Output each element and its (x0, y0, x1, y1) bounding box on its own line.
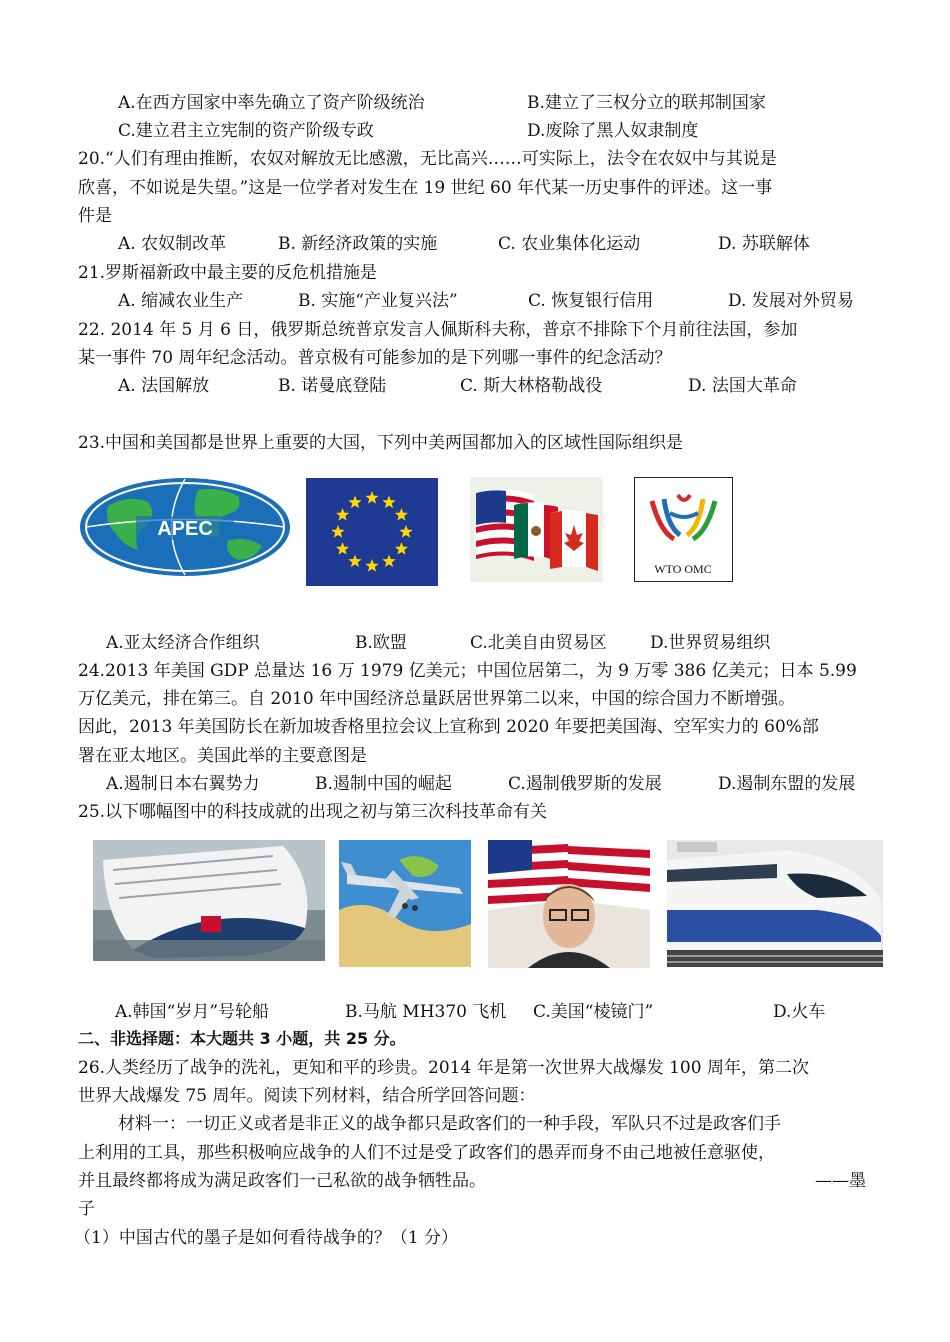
q26-material1-line3: 并且最终都将成为满足政客们一己私欲的战争牺牲品。 (78, 1171, 486, 1191)
q19-option-a: A.在西方国家中率先确立了资产阶级统治 (118, 93, 425, 113)
q23-option-c: C.北美自由贸易区 (470, 633, 607, 653)
apec-logo (78, 476, 292, 578)
q26-stem-line1: 26.人类经历了战争的洗礼，更知和平的珍贵。2014 年是第一次世界大战爆发 100 周年，第二次 (78, 1058, 809, 1078)
q23-option-d: D.世界贸易组织 (650, 633, 771, 653)
q19-option-c: C.建立君主立宪制的资产阶级专政 (118, 121, 374, 141)
q25-option-b: B.马航 MH370 飞机 (345, 1002, 507, 1022)
q21-option-c: C. 恢复银行信用 (528, 291, 654, 311)
q20-option-d: D. 苏联解体 (718, 234, 810, 254)
q25-stem: 25.以下哪幅图中的科技成就的出现之初与第三次科技革命有关 (78, 802, 548, 822)
q23-option-a: A.亚太经济合作组织 (106, 633, 260, 653)
q21-option-a: A. 缩减农业生产 (118, 291, 244, 311)
q24-stem-line2: 万亿美元，排在第三。自 2010 年中国经济总量跃居世界第二以来，中国的综合国力不断增强。 (78, 689, 796, 709)
q20-option-c: C. 农业集体化运动 (498, 234, 641, 254)
q19-option-d: D.废除了黑人奴隶制度 (527, 121, 699, 141)
wto-logo (634, 477, 733, 582)
q26-subquestion-1: （1）中国古代的墨子是如何看待战争的？（1 分） (74, 1228, 459, 1248)
q23-stem: 23.中国和美国都是世界上重要的大国，下列中美两国都加入的区域性国际组织是 (78, 433, 684, 453)
q22-option-c: C. 斯大林格勒战役 (460, 376, 603, 396)
nafta-flags (470, 477, 603, 582)
q20-stem-line1: 20.“人们有理由推断，农奴对解放无比感激，无比高兴……可实际上，法令在农奴中与其说是 (78, 149, 777, 169)
q24-option-d: D.遏制东盟的发展 (718, 774, 856, 794)
sinking-ship-photo (93, 840, 325, 961)
apec-logo-text: APEC (157, 518, 213, 540)
prism-photo (488, 840, 650, 968)
q22-stem-line1: 22. 2014 年 5 月 6 日，俄罗斯总统普京发言人佩斯科夫称，普京不排除下个月前往法国，参加 (78, 320, 798, 340)
section2-title: 二、非选择题：本大题共 3 小题，共 25 分。 (78, 1029, 406, 1048)
q26-material1-line1: 材料一：一切正义或者是非正义的战争都只是政客们的一种手段，军队只不过是政客们手 (118, 1114, 781, 1134)
q24-stem-line3: 因此，2013 年美国防长在新加坡香格里拉会议上宣称到 2020 年要把美国海、空军实力的 60%部 (78, 717, 819, 737)
q25-option-a: A.韩国“岁月”号轮船 (115, 1002, 270, 1022)
high-speed-train-photo (667, 840, 883, 967)
q25-option-c: C.美国“棱镜门” (533, 1002, 654, 1022)
wto-logo-text: WTO OMC (654, 562, 712, 576)
q26-material1-line4: 子 (78, 1199, 95, 1219)
q24-option-b: B.遏制中国的崛起 (315, 774, 452, 794)
q21-option-b: B. 实施“产业复兴法” (298, 291, 458, 311)
q24-option-a: A.遏制日本右翼势力 (106, 774, 260, 794)
q24-stem-line1: 24.2013 年美国 GDP 总量达 16 万 1979 亿美元；中国位居第二，为 9 万零 386 亿美元；日本 5.99 (78, 661, 857, 681)
q26-material1-attribution: ——墨 (815, 1171, 866, 1191)
q24-stem-line4: 署在亚太地区。美国此举的主要意图是 (78, 746, 367, 766)
q21-stem: 21.罗斯福新政中最主要的反危机措施是 (78, 263, 378, 283)
q22-option-b: B. 诺曼底登陆 (278, 376, 387, 396)
q20-option-a: A. 农奴制改革 (118, 234, 227, 254)
q21-option-d: D. 发展对外贸易 (728, 291, 854, 311)
q25-option-d: D.火车 (773, 1002, 826, 1022)
q19-option-b: B.建立了三权分立的联邦制国家 (527, 93, 766, 113)
q26-stem-line2: 世界大战爆发 75 周年。阅读下列材料，结合所学回答问题： (78, 1086, 536, 1106)
q22-stem-line2: 某一事件 70 周年纪念活动。普京极有可能参加的是下列哪一事件的纪念活动？ (78, 348, 672, 368)
q20-stem-line3: 件是 (78, 206, 112, 226)
q22-option-d: D. 法国大革命 (688, 376, 797, 396)
q20-option-b: B. 新经济政策的实施 (278, 234, 438, 254)
q22-option-a: A. 法国解放 (118, 376, 210, 396)
eu-flag (306, 478, 438, 586)
q26-material1-line2: 上利用的工具，那些积极响应战争的人们不过是受了政客们的愚弄而身不由己地被任意驱使， (78, 1143, 775, 1163)
q20-stem-line2: 欣喜，不如说是失望。”这是一位学者对发生在 19 世纪 60 年代某一历史事件的评述。这一事 (78, 178, 773, 198)
mh370-plane-photo (339, 840, 471, 967)
q23-option-b: B.欧盟 (355, 633, 407, 653)
q24-option-c: C.遏制俄罗斯的发展 (508, 774, 662, 794)
